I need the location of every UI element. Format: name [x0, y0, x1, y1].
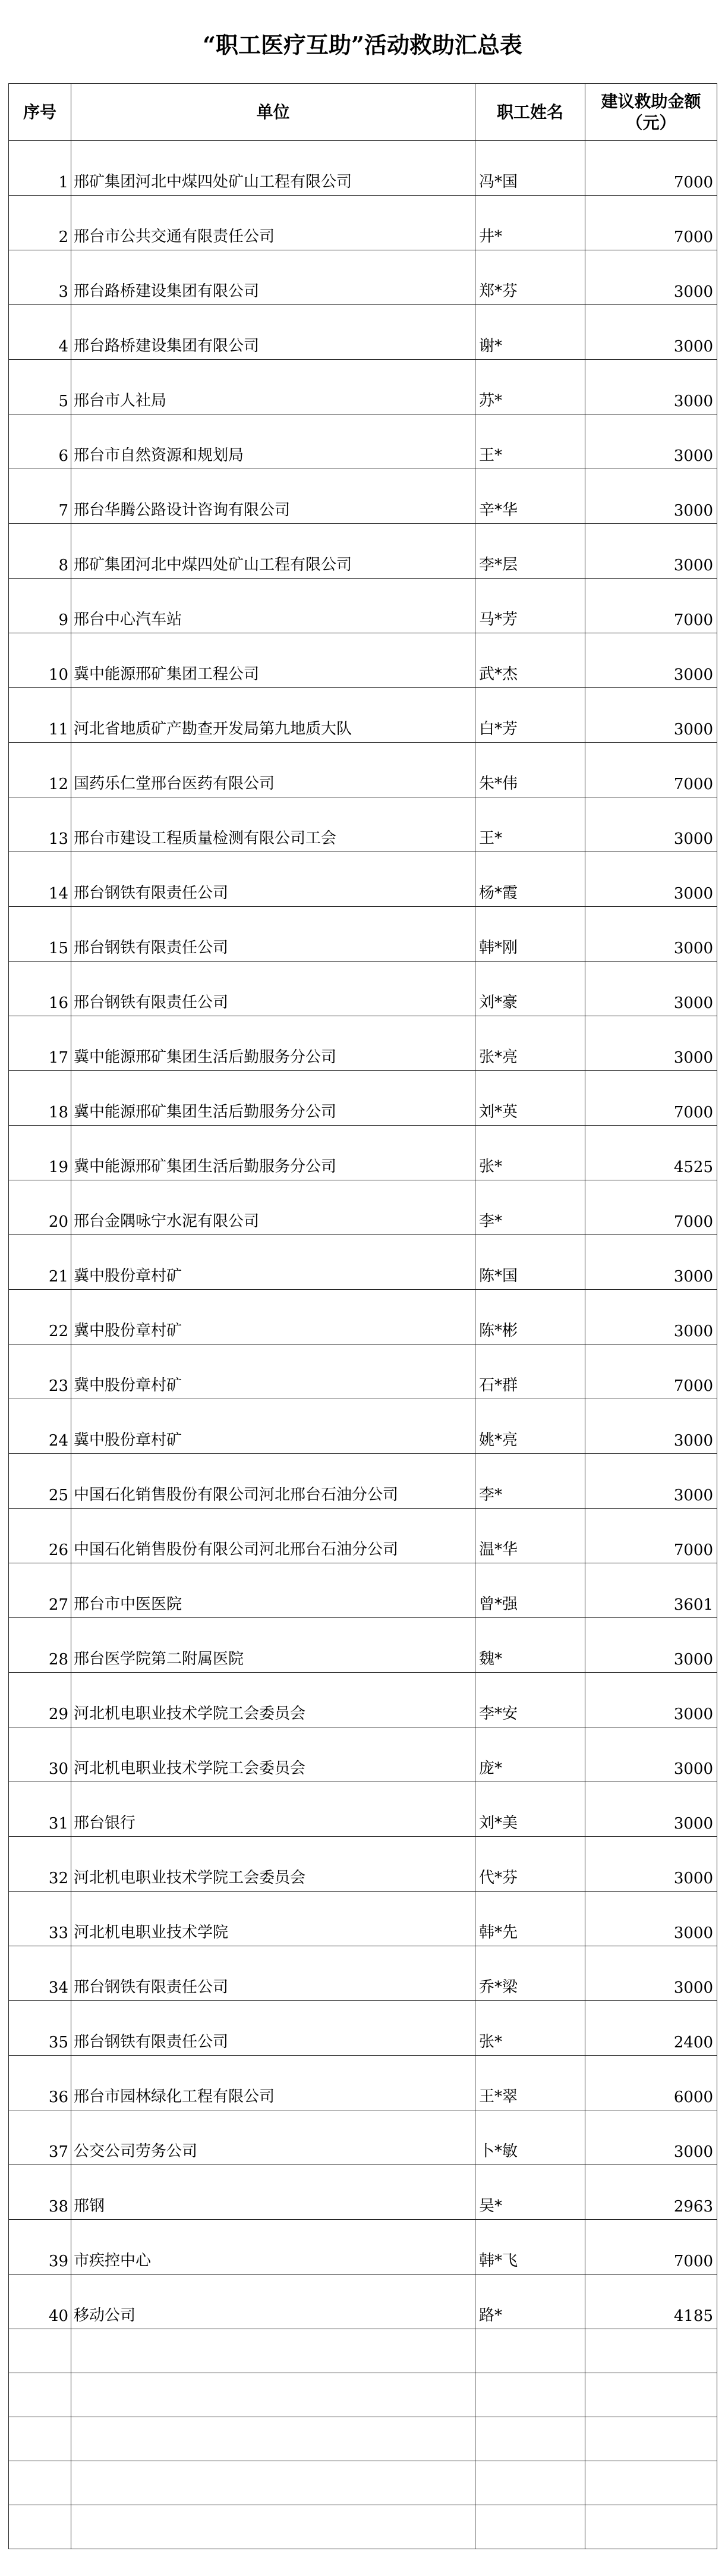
cell-serial-number: 10	[9, 633, 71, 688]
cell-employee-name: 路*	[475, 2275, 585, 2329]
cell-employee-name: 魏*	[475, 1618, 585, 1673]
cell-serial-number: 4	[9, 305, 71, 360]
cell-amount: 3000	[585, 414, 717, 469]
table-row	[9, 469, 717, 524]
cell-serial-number: 18	[9, 1071, 71, 1126]
cell-unit: 冀中能源邢矿集团生活后勤服务分公司	[71, 1071, 475, 1126]
empty-cell	[475, 2373, 585, 2417]
empty-cell	[475, 2461, 585, 2505]
empty-cell	[71, 2417, 475, 2461]
table-row	[9, 1126, 717, 1180]
cell-amount: 3000	[585, 1290, 717, 1344]
cell-amount: 3000	[585, 962, 717, 1016]
cell-unit: 邢台市中医医院	[71, 1563, 475, 1618]
cell-employee-name: 郑*芬	[475, 250, 585, 305]
table-row	[9, 414, 717, 469]
table-row	[9, 2001, 717, 2056]
table-row	[9, 1509, 717, 1563]
cell-serial-number: 7	[9, 469, 71, 524]
cell-unit: 中国石化销售股份有限公司河北邢台石油分公司	[71, 1509, 475, 1563]
cell-employee-name: 武*杰	[475, 633, 585, 688]
empty-cell	[585, 2461, 717, 2505]
empty-cell	[9, 2505, 71, 2549]
cell-employee-name: 刘*英	[475, 1071, 585, 1126]
table-row	[9, 688, 717, 743]
cell-employee-name: 辛*华	[475, 469, 585, 524]
empty-table-row	[9, 2505, 717, 2549]
empty-cell	[71, 2373, 475, 2417]
table-row	[9, 2110, 717, 2165]
cell-serial-number: 9	[9, 579, 71, 633]
cell-employee-name: 吴*	[475, 2165, 585, 2220]
cell-employee-name: 谢*	[475, 305, 585, 360]
cell-amount: 3000	[585, 797, 717, 852]
cell-amount: 7000	[585, 141, 717, 196]
cell-serial-number: 2	[9, 196, 71, 250]
cell-employee-name: 马*芳	[475, 579, 585, 633]
cell-amount: 3000	[585, 1235, 717, 1290]
cell-unit: 邢台市建设工程质量检测有限公司工会	[71, 797, 475, 852]
table-row	[9, 360, 717, 414]
cell-amount: 3000	[585, 1016, 717, 1071]
cell-serial-number: 31	[9, 1782, 71, 1837]
table-row	[9, 743, 717, 797]
empty-table-row	[9, 2373, 717, 2417]
cell-amount: 7000	[585, 579, 717, 633]
empty-cell	[475, 2505, 585, 2549]
cell-amount: 3000	[585, 633, 717, 688]
cell-unit: 邢台市自然资源和规划局	[71, 414, 475, 469]
cell-serial-number: 21	[9, 1235, 71, 1290]
empty-cell	[9, 2329, 71, 2373]
cell-serial-number: 19	[9, 1126, 71, 1180]
cell-employee-name: 张*	[475, 1126, 585, 1180]
cell-amount: 3000	[585, 2110, 717, 2165]
cell-employee-name: 陈*国	[475, 1235, 585, 1290]
table-row	[9, 1946, 717, 2001]
cell-unit: 邢矿集团河北中煤四处矿山工程有限公司	[71, 524, 475, 579]
cell-serial-number: 39	[9, 2220, 71, 2275]
cell-amount: 3000	[585, 907, 717, 962]
table-row	[9, 1782, 717, 1837]
empty-cell	[585, 2329, 717, 2373]
cell-serial-number: 11	[9, 688, 71, 743]
cell-amount: 3000	[585, 469, 717, 524]
cell-amount: 7000	[585, 1344, 717, 1399]
cell-employee-name: 井*	[475, 196, 585, 250]
cell-employee-name: 李*	[475, 1180, 585, 1235]
table-row	[9, 2220, 717, 2275]
cell-unit: 河北机电职业技术学院工会委员会	[71, 1837, 475, 1892]
cell-employee-name: 韩*先	[475, 1892, 585, 1946]
cell-employee-name: 王*	[475, 797, 585, 852]
header-unit: 单位	[71, 84, 475, 141]
table-row	[9, 1071, 717, 1126]
cell-amount: 3000	[585, 852, 717, 907]
table-row	[9, 250, 717, 305]
table-row	[9, 524, 717, 579]
cell-amount: 4185	[585, 2275, 717, 2329]
cell-serial-number: 36	[9, 2056, 71, 2110]
cell-amount: 3000	[585, 1837, 717, 1892]
empty-cell	[585, 2373, 717, 2417]
table-row	[9, 196, 717, 250]
cell-amount: 3000	[585, 1782, 717, 1837]
cell-unit: 冀中股份章村矿	[71, 1290, 475, 1344]
cell-unit: 邢台路桥建设集团有限公司	[71, 305, 475, 360]
cell-employee-name: 白*芳	[475, 688, 585, 743]
cell-employee-name: 温*华	[475, 1509, 585, 1563]
cell-amount: 3000	[585, 1673, 717, 1727]
cell-employee-name: 张*	[475, 2001, 585, 2056]
cell-unit: 中国石化销售股份有限公司河北邢台石油分公司	[71, 1454, 475, 1509]
cell-serial-number: 26	[9, 1509, 71, 1563]
table-body	[9, 141, 717, 2549]
empty-cell	[585, 2417, 717, 2461]
table-row	[9, 1344, 717, 1399]
cell-amount: 7000	[585, 2220, 717, 2275]
cell-amount: 4525	[585, 1126, 717, 1180]
cell-serial-number: 29	[9, 1673, 71, 1727]
cell-employee-name: 朱*伟	[475, 743, 585, 797]
cell-amount: 3000	[585, 1946, 717, 2001]
cell-unit: 冀中能源邢矿集团生活后勤服务分公司	[71, 1016, 475, 1071]
cell-employee-name: 陈*彬	[475, 1290, 585, 1344]
cell-amount: 3000	[585, 524, 717, 579]
cell-serial-number: 35	[9, 2001, 71, 2056]
cell-serial-number: 23	[9, 1344, 71, 1399]
cell-employee-name: 乔*梁	[475, 1946, 585, 2001]
cell-serial-number: 25	[9, 1454, 71, 1509]
cell-unit: 河北机电职业技术学院	[71, 1892, 475, 1946]
cell-unit: 冀中能源邢矿集团生活后勤服务分公司	[71, 1126, 475, 1180]
cell-serial-number: 32	[9, 1837, 71, 1892]
cell-unit: 冀中股份章村矿	[71, 1235, 475, 1290]
table-row	[9, 1016, 717, 1071]
table-row	[9, 1563, 717, 1618]
cell-employee-name: 卜*敏	[475, 2110, 585, 2165]
table-row	[9, 962, 717, 1016]
cell-unit: 河北机电职业技术学院工会委员会	[71, 1673, 475, 1727]
cell-serial-number: 1	[9, 141, 71, 196]
cell-amount: 3000	[585, 1892, 717, 1946]
cell-employee-name: 李*层	[475, 524, 585, 579]
cell-unit: 公交公司劳务公司	[71, 2110, 475, 2165]
cell-amount: 7000	[585, 743, 717, 797]
relief-summary-table	[8, 83, 717, 2549]
cell-serial-number: 28	[9, 1618, 71, 1673]
cell-amount: 3000	[585, 1399, 717, 1454]
cell-serial-number: 3	[9, 250, 71, 305]
header-employee-name: 职工姓名	[475, 84, 585, 141]
cell-unit: 邢台华腾公路设计咨询有限公司	[71, 469, 475, 524]
cell-amount: 7000	[585, 1509, 717, 1563]
table-row	[9, 579, 717, 633]
cell-serial-number: 40	[9, 2275, 71, 2329]
cell-amount: 3601	[585, 1563, 717, 1618]
table-row	[9, 1235, 717, 1290]
table-row	[9, 1399, 717, 1454]
cell-amount: 3000	[585, 1454, 717, 1509]
cell-unit: 移动公司	[71, 2275, 475, 2329]
empty-cell	[71, 2329, 475, 2373]
table-row	[9, 2165, 717, 2220]
cell-serial-number: 16	[9, 962, 71, 1016]
cell-unit: 邢台金隅咏宁水泥有限公司	[71, 1180, 475, 1235]
table-row	[9, 1454, 717, 1509]
cell-serial-number: 20	[9, 1180, 71, 1235]
cell-employee-name: 张*亮	[475, 1016, 585, 1071]
empty-cell	[475, 2329, 585, 2373]
cell-amount: 3000	[585, 360, 717, 414]
cell-serial-number: 37	[9, 2110, 71, 2165]
empty-table-row	[9, 2329, 717, 2373]
cell-serial-number: 34	[9, 1946, 71, 2001]
cell-unit: 邢台钢铁有限责任公司	[71, 1946, 475, 2001]
cell-unit: 邢台钢铁有限责任公司	[71, 852, 475, 907]
cell-employee-name: 石*群	[475, 1344, 585, 1399]
cell-employee-name: 曾*强	[475, 1563, 585, 1618]
table-row	[9, 1892, 717, 1946]
cell-unit: 邢台钢铁有限责任公司	[71, 2001, 475, 2056]
cell-employee-name: 苏*	[475, 360, 585, 414]
table-row	[9, 797, 717, 852]
cell-employee-name: 姚*亮	[475, 1399, 585, 1454]
cell-employee-name: 韩*飞	[475, 2220, 585, 2275]
empty-table-row	[9, 2461, 717, 2505]
cell-employee-name: 杨*霞	[475, 852, 585, 907]
table-row	[9, 852, 717, 907]
cell-unit: 邢台中心汽车站	[71, 579, 475, 633]
empty-table-row	[9, 2417, 717, 2461]
table-row	[9, 633, 717, 688]
cell-employee-name: 韩*刚	[475, 907, 585, 962]
cell-amount: 3000	[585, 688, 717, 743]
cell-unit: 市疾控中心	[71, 2220, 475, 2275]
table-row	[9, 2056, 717, 2110]
cell-employee-name: 刘*美	[475, 1782, 585, 1837]
table-row	[9, 907, 717, 962]
cell-unit: 冀中能源邢矿集团工程公司	[71, 633, 475, 688]
cell-serial-number: 30	[9, 1727, 71, 1782]
empty-cell	[9, 2461, 71, 2505]
cell-serial-number: 6	[9, 414, 71, 469]
cell-serial-number: 38	[9, 2165, 71, 2220]
empty-cell	[71, 2461, 475, 2505]
cell-serial-number: 24	[9, 1399, 71, 1454]
cell-serial-number: 12	[9, 743, 71, 797]
cell-unit: 邢台钢铁有限责任公司	[71, 907, 475, 962]
empty-cell	[585, 2505, 717, 2549]
cell-amount: 3000	[585, 305, 717, 360]
cell-serial-number: 13	[9, 797, 71, 852]
cell-serial-number: 33	[9, 1892, 71, 1946]
cell-amount: 7000	[585, 1180, 717, 1235]
cell-employee-name: 王*翠	[475, 2056, 585, 2110]
cell-amount: 6000	[585, 2056, 717, 2110]
cell-unit: 河北省地质矿产勘查开发局第九地质大队	[71, 688, 475, 743]
table-row	[9, 1290, 717, 1344]
cell-amount: 3000	[585, 1727, 717, 1782]
table-row	[9, 141, 717, 196]
cell-unit: 邢台路桥建设集团有限公司	[71, 250, 475, 305]
cell-amount: 3000	[585, 250, 717, 305]
cell-amount: 2400	[585, 2001, 717, 2056]
table-row	[9, 1837, 717, 1892]
cell-employee-name: 代*芬	[475, 1837, 585, 1892]
cell-employee-name: 李*安	[475, 1673, 585, 1727]
page-title: “职工医疗互助”活动救助汇总表	[203, 32, 522, 58]
cell-unit: 邢台银行	[71, 1782, 475, 1837]
cell-employee-name: 庞*	[475, 1727, 585, 1782]
cell-unit: 邢台市公共交通有限责任公司	[71, 196, 475, 250]
cell-unit: 邢台市人社局	[71, 360, 475, 414]
cell-unit: 河北机电职业技术学院工会委员会	[71, 1727, 475, 1782]
table-row	[9, 1673, 717, 1727]
header-serial-number: 序号	[9, 84, 71, 141]
table-row	[9, 1618, 717, 1673]
cell-unit: 邢钢	[71, 2165, 475, 2220]
header-suggested-amount: 建议救助金额（元）	[585, 84, 717, 141]
cell-employee-name: 王*	[475, 414, 585, 469]
header-row	[9, 84, 717, 141]
cell-unit: 冀中股份章村矿	[71, 1399, 475, 1454]
cell-unit: 邢矿集团河北中煤四处矿山工程有限公司	[71, 141, 475, 196]
cell-serial-number: 22	[9, 1290, 71, 1344]
cell-amount: 7000	[585, 196, 717, 250]
cell-amount: 3000	[585, 1618, 717, 1673]
cell-serial-number: 27	[9, 1563, 71, 1618]
empty-cell	[9, 2417, 71, 2461]
cell-unit: 冀中股份章村矿	[71, 1344, 475, 1399]
empty-cell	[71, 2505, 475, 2549]
cell-serial-number: 8	[9, 524, 71, 579]
cell-serial-number: 17	[9, 1016, 71, 1071]
cell-serial-number: 5	[9, 360, 71, 414]
cell-unit: 邢台医学院第二附属医院	[71, 1618, 475, 1673]
cell-employee-name: 冯*国	[475, 141, 585, 196]
cell-employee-name: 刘*豪	[475, 962, 585, 1016]
table-row	[9, 1180, 717, 1235]
empty-cell	[9, 2373, 71, 2417]
table-row	[9, 305, 717, 360]
cell-amount: 2963	[585, 2165, 717, 2220]
cell-serial-number: 14	[9, 852, 71, 907]
cell-unit: 国药乐仁堂邢台医药有限公司	[71, 743, 475, 797]
empty-cell	[475, 2417, 585, 2461]
cell-employee-name: 李*	[475, 1454, 585, 1509]
cell-amount: 7000	[585, 1071, 717, 1126]
cell-unit: 邢台市园林绿化工程有限公司	[71, 2056, 475, 2110]
cell-unit: 邢台钢铁有限责任公司	[71, 962, 475, 1016]
table-row	[9, 1727, 717, 1782]
cell-serial-number: 15	[9, 907, 71, 962]
table-row	[9, 2275, 717, 2329]
